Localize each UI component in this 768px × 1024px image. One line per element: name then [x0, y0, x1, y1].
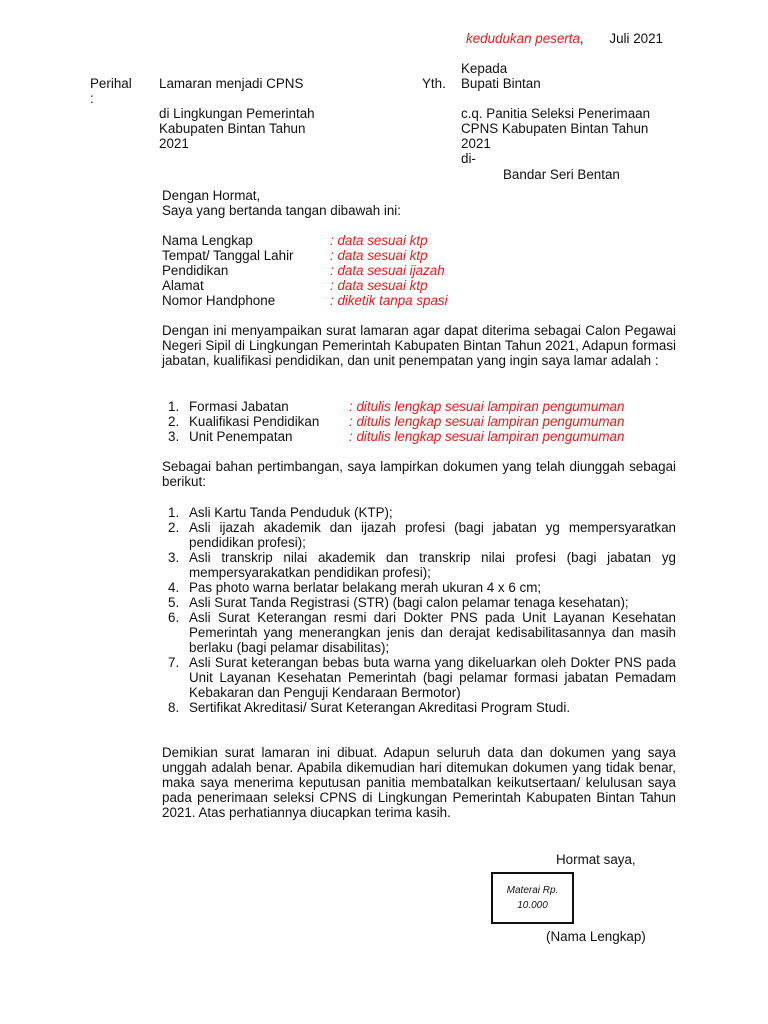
- recipient-cq-1: c.q. Panitia Seleksi Penerimaan: [461, 106, 651, 121]
- document-num: 3.: [168, 550, 180, 565]
- signer-name: (Nama Lengkap): [546, 929, 646, 944]
- intro-line: Saya yang bertanda tangan dibawah ini:: [162, 203, 401, 218]
- formasi-num: 1.: [168, 399, 180, 414]
- formasi-label: Formasi Jabatan: [189, 399, 289, 414]
- date-line: [466, 31, 663, 46]
- document-item: [162, 520, 676, 550]
- formasi-num: 2.: [168, 414, 180, 429]
- personal-value: : data sesuai ijazah: [330, 263, 445, 278]
- kepada-label: Kepada: [461, 61, 508, 76]
- place-placeholder: kedudukan peserta: [466, 31, 580, 46]
- subject-line-4: 2021: [159, 136, 189, 151]
- document-text: Asli Surat Tanda Registrasi (STR) (bagi calon pelamar tenaga kesehatan);: [189, 595, 629, 610]
- document-item: [162, 655, 676, 700]
- formasi-value: : ditulis lengkap sesuai lampiran pengumuman: [349, 399, 625, 414]
- document-num: 4.: [168, 580, 180, 595]
- personal-data: [162, 233, 448, 308]
- personal-row: [162, 233, 448, 248]
- subject-title: Lamaran menjadi CPNS: [159, 76, 304, 91]
- document-item: [162, 580, 676, 595]
- document-item: [162, 700, 676, 715]
- subject-line-3: Kabupaten Bintan Tahun: [159, 121, 306, 136]
- document-text: Asli ijazah akademik dan ijazah profesi (bagi jabatan yg mempersyaratkan pendidikan profesi);: [189, 520, 676, 550]
- recipient-di: di-: [461, 151, 476, 166]
- formasi-value: : ditulis lengkap sesuai lampiran pengumuman: [349, 414, 625, 429]
- greeting: Dengan Hormat,: [162, 188, 261, 203]
- recipient-name: Bupati Bintan: [461, 76, 541, 91]
- documents-list: [162, 505, 676, 715]
- personal-label: Tempat/ Tanggal Lahir: [162, 248, 294, 263]
- regards: Hormat saya,: [556, 852, 636, 867]
- formasi-label: Kualifikasi Pendidikan: [189, 414, 320, 429]
- personal-row: [162, 248, 448, 263]
- stamp-line-1: Materai Rp.: [506, 885, 559, 896]
- document-text: Sertifikat Akreditasi/ Surat Keterangan Akreditasi Program Studi.: [189, 700, 571, 715]
- stamp-line-2: 10.000: [517, 900, 548, 911]
- formasi-item: [162, 429, 682, 444]
- document-text: Asli Kartu Tanda Penduduk (KTP);: [189, 505, 393, 520]
- document-num: 5.: [168, 595, 180, 610]
- recipient-cq-3: 2021: [461, 136, 491, 151]
- closing-paragraph: Demikian surat lamaran ini dibuat. Adapun seluruh data dan dokumen yang saya unggah adalah benar. Apabila dikemudian hari ditemukan dokumen yang tidak benar, maka saya menerima keputusan panitia membatalkan keikutsertaan/ kelulusan saya pada penerimaan seleksi CPNS di Lingkungan Pemerintah Kabupaten Bintan Tahun 2021. Atas perhatiannya diucapkan terima kasih.: [162, 745, 676, 820]
- document-num: 7.: [168, 655, 180, 670]
- subject-label: Perihal: [90, 76, 132, 91]
- document-num: 1.: [168, 505, 180, 520]
- document-item: [162, 610, 676, 655]
- formasi-num: 3.: [168, 429, 180, 444]
- personal-row: [162, 293, 448, 308]
- document-text: Pas photo warna berlatar belakang merah ukuran 4 x 6 cm;: [189, 580, 542, 595]
- personal-row: [162, 278, 448, 293]
- personal-label: Alamat: [162, 278, 204, 293]
- recipient-city: Bandar Seri Bentan: [503, 167, 620, 182]
- personal-row: [162, 263, 448, 278]
- formasi-item: [162, 399, 682, 414]
- recipient-cq-2: CPNS Kabupaten Bintan Tahun: [461, 121, 649, 136]
- subject-line-2: di Lingkungan Pemerintah: [159, 106, 315, 121]
- personal-value: : data sesuai ktp: [330, 278, 428, 293]
- personal-value: : diketik tanpa spasi: [330, 293, 448, 308]
- document-item: [162, 595, 676, 610]
- document-item: [162, 505, 676, 520]
- document-item: [162, 550, 676, 580]
- formasi-item: [162, 414, 682, 429]
- document-num: 6.: [168, 610, 180, 625]
- date-comma: ,: [579, 31, 584, 46]
- application-paragraph: Dengan ini menyampaikan surat lamaran agar dapat diterima sebagai Calon Pegawai Negeri Sipil di Lingkungan Pemerintah Kabupaten Bintan Tahun 2021, Adapun formasi jabatan, kualifikasi pendidikan, dan unit penempatan yang ingin saya lamar adalah :: [162, 323, 676, 368]
- formasi-list: [162, 399, 682, 444]
- personal-value: : data sesuai ktp: [330, 233, 428, 248]
- personal-label: Nama Lengkap: [162, 233, 253, 248]
- subject-colon: :: [90, 91, 94, 106]
- formasi-value: : ditulis lengkap sesuai lampiran pengumuman: [349, 429, 625, 444]
- letter-date: Juli 2021: [609, 31, 663, 46]
- document-text: Asli transkrip nilai akademik dan transkrip nilai profesi (bagi jabatan yg mempersyarakatkan pendidikan profesi);: [189, 550, 676, 580]
- personal-label: Nomor Handphone: [162, 293, 276, 308]
- document-text: Asli Surat Keterangan resmi dari Dokter PNS pada Unit Layanan Kesehatan Pemerintah yang menerangkan jenis dan derajat kedisabilitasannya dan masih berlaku (bagi pelamar disabilitas);: [189, 610, 676, 655]
- formasi-label: Unit Penempatan: [189, 429, 293, 444]
- personal-label: Pendidikan: [162, 263, 229, 278]
- document-num: 8.: [168, 700, 180, 715]
- document-num: 2.: [168, 520, 180, 535]
- yth-label: Yth.: [422, 76, 446, 91]
- personal-value: : data sesuai ktp: [330, 248, 428, 263]
- attachments-paragraph: Sebagai bahan pertimbangan, saya lampirkan dokumen yang telah diunggah sebagai berikut:: [162, 459, 676, 489]
- stamp-box: [491, 872, 574, 924]
- document-text: Asli Surat keterangan bebas buta warna yang dikeluarkan oleh Dokter PNS pada Unit Layanan Kesehatan Pemerintah (bagi pelamar formasi jabatan Pemadam Kebakaran dan Penguji Kendaraan Bermotor): [189, 655, 676, 700]
